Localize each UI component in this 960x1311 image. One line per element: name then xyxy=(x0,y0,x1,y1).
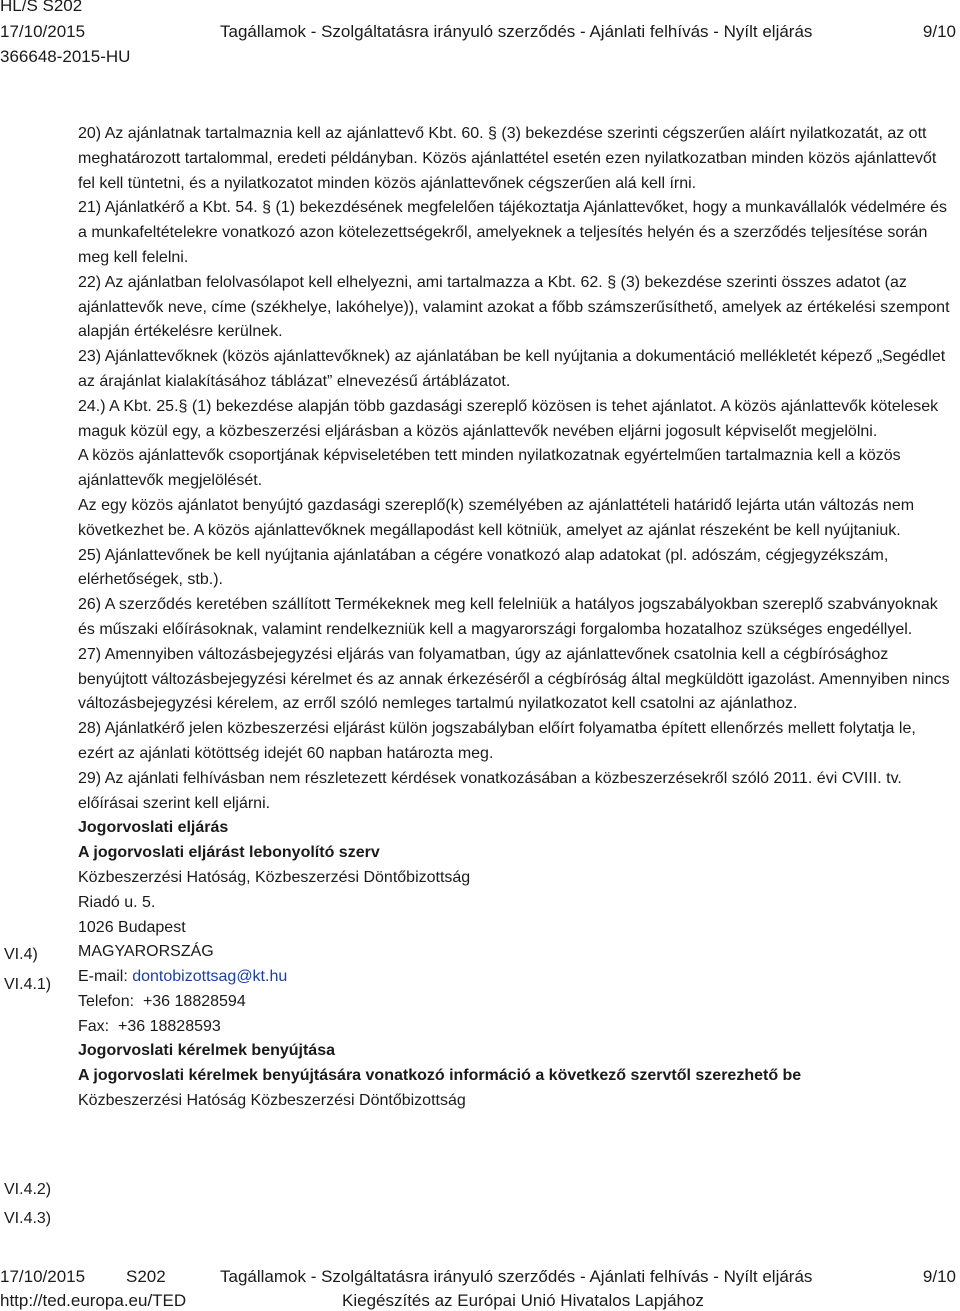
paragraph-29: 29) Az ajánlati felhívásban nem részletezett kérdések vonatkozásában a közbeszerzésekről szóló 2011. évi CVIII. tv. előírásai szerint kell eljárni. xyxy=(78,769,902,812)
paragraph-28: 28) Ajánlatkérő jelen közbeszerzési eljárást külön jogszabályban előírt folyamatba épített ellenőrzés mellett folytatja le, ezért az ajánlati kötöttség idejét 60 napban határozta meg. xyxy=(78,720,916,762)
review-body-email-line xyxy=(78,965,954,990)
email-label: E-mail: xyxy=(78,968,128,986)
paragraph-20: 20) Az ajánlatnak tartalmaznia kell az ajánlattevő Kbt. 60. § (3) bekezdése szerinti cégszerűen aláírt nyilatkozatát, az ott meghatározott tartalommal, eredeti példányban. Közös ajánlattétel esetén ezen nyilatkozatban minden közös ajánlattevőt fel kell tüntetni, és a nyilatkozatot minden közös ajánlattevőnek cégszerűen alá kell írni. xyxy=(78,125,937,192)
section-title-vi42: Jogorvoslati kérelmek benyújtása xyxy=(78,1042,335,1060)
review-body-street: Riadó u. 5. xyxy=(78,893,156,911)
paragraph-25: 25) Ajánlattevőnek be kell nyújtania ajánlatában a cégére vonatkozó alap adatokat (pl. adószám, cégjegyzékszám, elérhetőségek, stb.). xyxy=(78,546,889,589)
phone-label: Telefon: xyxy=(78,992,135,1010)
footer-doc-code: S202 xyxy=(126,1267,166,1286)
section-num-vi43: VI.4.3) xyxy=(4,1210,52,1227)
header-date: 17/10/2015 xyxy=(0,22,86,41)
footer-url[interactable]: http://ted.europa.eu/TED xyxy=(0,1291,187,1310)
email-link[interactable]: dontobizottsag@kt.hu xyxy=(132,968,288,986)
footer-date: 17/10/2015 xyxy=(0,1267,86,1286)
paragraph-27: 27) Amennyiben változásbejegyzési eljárás van folyamatban, úgy az ajánlattevőnek csatolnia kell a cégbírósághoz benyújtott változásbejegyzési kérelmet és az annak érkezéséről a cégbíróság által megküldött igazolást. Amennyiben nincs változásbejegyzési kérelem, az erről szóló nemleges tartalmú nyilatkozatot kell csatolni az ajánlathoz. xyxy=(78,645,950,713)
paragraph-24: 24.) A Kbt. 25.§ (1) bekezdése alapján több gazdasági szereplő közösen is tehet ajánlatot. A közös ajánlattevők kötelesek maguk közül egy, a közbeszerzési eljárásban a közös ajánlattevők nevében eljárni jogosult képviselőt megjelölni. xyxy=(78,397,939,440)
footer-title: Tagállamok - Szolgáltatásra irányuló szerződés - Ajánlati felhívás - Nyílt eljárás xyxy=(220,1267,813,1286)
section-num-vi42: VI.4.2) xyxy=(4,1181,52,1198)
header-doc-id: 366648-2015-HU xyxy=(0,47,131,66)
section-title-vi41: A jogorvoslati eljárást lebonyolító szerv xyxy=(78,844,380,862)
review-body-phone-line xyxy=(78,990,954,1015)
review-body-org: Közbeszerzési Hatóság, Közbeszerzési Döntőbizottság xyxy=(78,868,471,886)
paragraph-21: 21) Ajánlatkérő a Kbt. 54. § (1) bekezdésének megfelelően tájékoztatja Ajánlattevőket, hogy a munkavállalók védelmére és a munkafeltételekre vonatkozó azon kötelezettségekről, amelyeknek a teljesítés helyén és a szerződés teljesítése során meg kell felelni. xyxy=(78,199,947,266)
footer-page: 9/10 xyxy=(922,1267,956,1286)
phone-value: +36 18828594 xyxy=(142,992,246,1010)
section-num-vi41: VI.4.1) xyxy=(4,976,52,993)
paragraph-23: 23) Ajánlattevőknek (közös ajánlattevőknek) az ajánlatában be kell nyújtania a dokumentáció mellékletét képező „Segédlet az árajánlat kialakításához táblázat” elnevezésű ártáblázatot. xyxy=(78,348,946,390)
paragraph-26: 26) A szerződés keretében szállított Termékeknek meg kell felelniük a hatályos jogszabályokban szereplő szabványoknak és műszaki előírásoknak, valamint rendelkezniük kell a magyarországi forgalomba hozatalhoz szükséges engedéllyel. xyxy=(78,596,938,638)
review-body-city: 1026 Budapest xyxy=(78,918,186,936)
paragraph-22: 22) Az ajánlatban felolvasólapot kell elhelyezni, ami tartalmazza a Kbt. 62. § (3) bekezdése szerinti összes adatot (az ajánlattevők neve, címe (székhelye, lakóhelye)), valamint azokat a főbb számszerűsíthető, amelyek az értékelési szempont alapján értékelésre kerülnek. xyxy=(78,273,950,341)
section-title-vi4: Jogorvoslati eljárás xyxy=(78,819,229,837)
header-title: Tagállamok - Szolgáltatásra irányuló szerződés - Ajánlati felhívás - Nyílt eljárás xyxy=(220,22,813,41)
fax-value: +36 18828593 xyxy=(118,1017,221,1035)
footer-supplement: Kiegészítés az Európai Unió Hivatalos Lapjához xyxy=(342,1291,704,1310)
info-body-org: Közbeszerzési Hatóság Közbeszerzési Döntőbizottság xyxy=(78,1092,466,1110)
paragraph-24-c: Az egy közös ajánlatot benyújtó gazdasági szereplő(k) személyében az ajánlattételi határidő lejárta után változás nem következhet be. A közös ajánlattevőknek megállapodást kell kötniük, amelyet az ajánlat részeként be kell nyújtaniuk. xyxy=(78,496,915,539)
section-title-vi43: A jogorvoslati kérelmek benyújtására vonatkozó információ a következő szervtől szerezhető be xyxy=(78,1067,802,1085)
paragraph-24-b: A közös ajánlattevők csoportjának képviseletében tett minden nyilatkozatnak egyértelműen tartalmaznia kell a közös ajánlattevők megjelölését. xyxy=(78,447,901,490)
main-content xyxy=(78,122,954,1114)
review-body-country: MAGYARORSZÁG xyxy=(78,943,214,961)
section-num-vi4: VI.4) xyxy=(4,946,38,963)
doc-type: HL/S S202 xyxy=(0,0,83,15)
header-page: 9/10 xyxy=(922,22,956,41)
review-body-fax-line xyxy=(78,1015,954,1040)
fax-label: Fax: xyxy=(78,1017,110,1035)
